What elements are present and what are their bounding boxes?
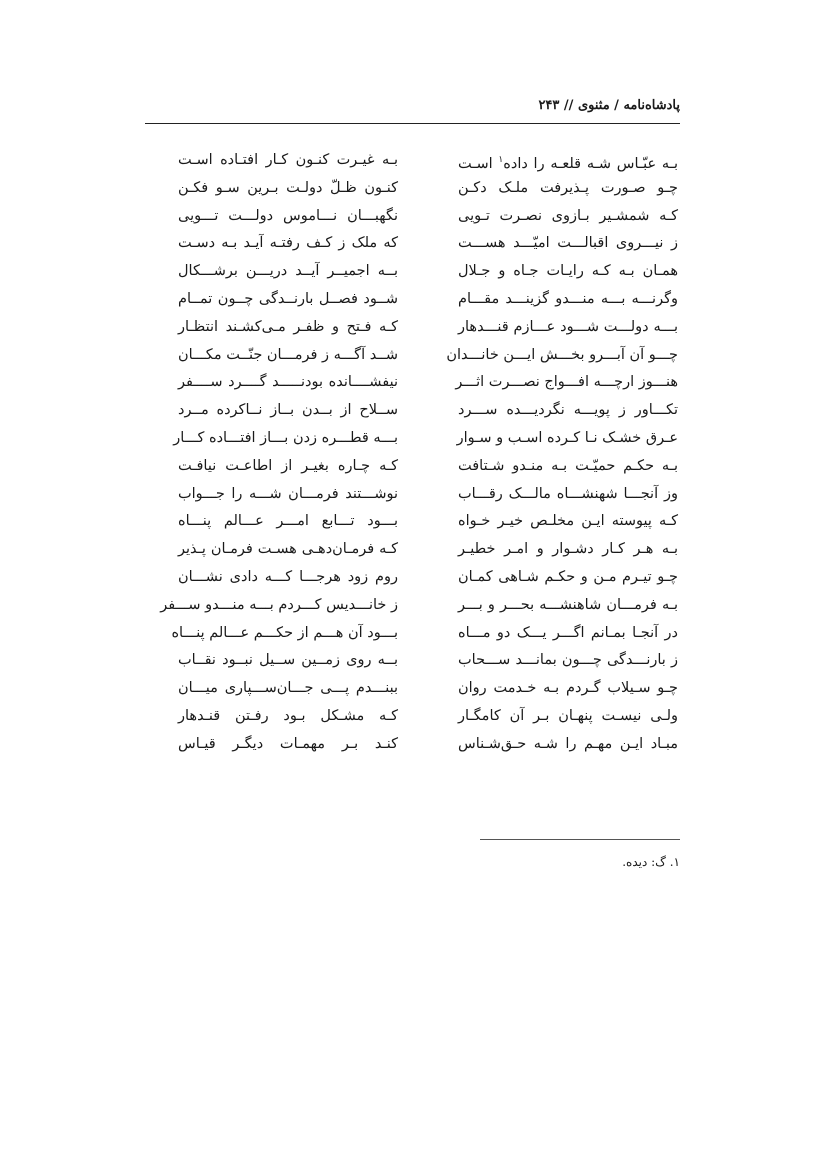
hemistich-text: ز بارنـــدگی چـــون بمانـــد ســـحاب bbox=[458, 652, 678, 669]
hemistich-text: چـو صـورت پـذیرفت ملـک دکـن bbox=[458, 179, 678, 196]
second-hemistich: بـه غیـرت کنـون کـار افتـاده اسـت bbox=[178, 152, 398, 168]
first-hemistich bbox=[458, 259, 678, 283]
first-hemistich bbox=[455, 370, 678, 394]
couplet bbox=[178, 204, 678, 232]
couplet bbox=[178, 704, 678, 732]
hemistich-text: ولـی نیسـت پنهـان بـر آن کامگـار bbox=[458, 707, 678, 724]
couplet bbox=[178, 648, 678, 676]
couplet bbox=[178, 287, 678, 315]
second-hemistich: شــد آگـــه ز فرمـــان جنّــت مکـــان bbox=[178, 346, 398, 363]
first-hemistich bbox=[458, 732, 678, 756]
hemistich-text: چـو سـیلاب گـردم بـه خـدمت روان bbox=[458, 680, 678, 697]
couplet bbox=[178, 454, 678, 482]
couplet bbox=[178, 537, 678, 565]
first-hemistich bbox=[458, 704, 678, 728]
first-hemistich bbox=[458, 398, 678, 422]
hemistich-text: هنـــوز ارچـــه افـــواج نصـــرت اثـــر bbox=[455, 374, 678, 391]
couplet bbox=[178, 565, 678, 593]
hemistich-text: عـرق خشـک نـا کـرده اسـب و سـوار bbox=[456, 429, 678, 446]
second-hemistich: بــه اجمیــر آیــد دریـــن برشـــکال bbox=[178, 263, 398, 280]
first-hemistich bbox=[458, 482, 678, 506]
second-hemistich: ســلاح از بــدن بــاز نــاکرده مــرد bbox=[178, 402, 398, 419]
couplet bbox=[178, 370, 678, 398]
second-hemistich: کنـد بـر مهمـات دیگـر قیـاس bbox=[178, 735, 398, 752]
second-hemistich: روم زود هرجـــا کـــه دادی نشـــان bbox=[178, 568, 398, 585]
hemistich-text: در آنجـا بمـانم اگـــر یـــک دو مـــاه bbox=[458, 624, 678, 641]
couplet bbox=[178, 231, 678, 259]
couplet bbox=[178, 676, 678, 704]
hemistich-text: چـو تیـرم مـن و حکـم شـاهی کمـان bbox=[458, 568, 678, 585]
first-hemistich bbox=[458, 593, 678, 617]
couplet bbox=[178, 732, 678, 760]
couplet bbox=[178, 315, 678, 343]
hemistich-text: بـــه دولـــت شـــود عـــازم قنـــدهار bbox=[458, 318, 678, 335]
second-hemistich: که ملک ز کـف رفتـه آیـد بـه دسـت bbox=[178, 235, 398, 252]
first-hemistich bbox=[458, 426, 678, 450]
second-hemistich: کـه چـاره بغیـر از اطاعـت نیافـت bbox=[178, 457, 398, 474]
first-hemistich bbox=[458, 315, 678, 339]
couplet bbox=[178, 176, 678, 204]
second-hemistich: بـــه قطـــره زدن بـــاز افتـــاده کـــار bbox=[173, 429, 398, 446]
first-hemistich bbox=[458, 509, 678, 533]
second-hemistich: نوشـــتند فرمـــان شـــه را جـــواب bbox=[178, 485, 398, 502]
second-hemistich: نگهبـــان نـــاموس دولـــت تـــویی bbox=[178, 207, 398, 224]
verse-block bbox=[160, 148, 678, 760]
hemistich-text: بـه عبّـاس شـه قلعـه را داده bbox=[503, 155, 678, 172]
couplet bbox=[178, 482, 678, 510]
second-hemistich: کـه فـتح و ظفـر مـی‌کشـند انتظـار bbox=[178, 318, 398, 335]
hemistich-text: بـه هـر کـار دشـوار و امـر خطیـر bbox=[458, 541, 678, 558]
couplet bbox=[178, 398, 678, 426]
couplet bbox=[160, 593, 678, 621]
second-hemistich: کـه فرمـان‌دهـی هسـت فرمـان پـذیر bbox=[178, 541, 398, 558]
footnote-rule bbox=[480, 839, 680, 840]
hemistich-text-end: اسـت bbox=[458, 155, 499, 172]
hemistich-text: چـــو آن آبـــرو بخـــش ایـــن خانـــدان bbox=[446, 346, 678, 363]
hemistich-text: همـان بـه کـه رایـات جـاه و جـلال bbox=[458, 263, 678, 280]
couplet bbox=[171, 621, 678, 649]
hemistich-text: مبـاد ایـن مهـم را شـه حـق‌شـناس bbox=[458, 735, 678, 752]
page-header bbox=[145, 96, 680, 124]
footnote: ۱. گ: دیده. bbox=[622, 855, 680, 869]
hemistich-text: وز آنجـــا شهنشـــاه مالـــک رقـــاب bbox=[458, 485, 678, 502]
couplet bbox=[178, 148, 678, 176]
header-rule bbox=[145, 123, 680, 124]
couplet bbox=[178, 259, 678, 287]
first-hemistich bbox=[458, 204, 678, 228]
hemistich-text: کـه شمشـیر بـازوی نصـرت تـویی bbox=[458, 207, 678, 224]
first-hemistich bbox=[458, 287, 678, 311]
hemistich-text: کـه پیوسته ایـن مخلـص خیـر خـواه bbox=[458, 513, 678, 530]
couplet bbox=[178, 509, 678, 537]
first-hemistich bbox=[458, 565, 678, 589]
first-hemistich bbox=[458, 648, 678, 672]
second-hemistich: ببنـــدم پـــی جـــان‌ســـپاری میـــان bbox=[178, 680, 398, 697]
second-hemistich: کنـون ظـلّ دولـت بـرین سـو فکـن bbox=[178, 179, 398, 196]
second-hemistich: بــه روی زمــین ســیل نبــود نقــاب bbox=[178, 652, 398, 669]
second-hemistich: کـه مشـکل بـود رفـتن قنـدهار bbox=[178, 707, 398, 724]
first-hemistich bbox=[458, 454, 678, 478]
second-hemistich: بـــود تـــابع امـــر عـــالم پنـــاه bbox=[178, 513, 398, 530]
first-hemistich bbox=[458, 676, 678, 700]
second-hemistich: نیفشــــانده بودنـــــد گــــرد ســــفر bbox=[178, 374, 398, 391]
first-hemistich bbox=[446, 343, 678, 367]
footnote-mark: ۱ bbox=[498, 155, 504, 165]
hemistich-text: بـه حکـم حمیّـت بـه منـدو شـتافت bbox=[458, 457, 678, 474]
hemistich-text: تکـــاور ز پویـــه نگردیـــده ســـرد bbox=[458, 402, 678, 419]
hemistich-text: بـه فرمـــان شاهنشـــه بحـــر و بـــر bbox=[458, 596, 678, 613]
second-hemistich: شــود فصــل بارنــدگی چــون تمــام bbox=[178, 290, 398, 307]
second-hemistich: ز خانـــدیس کـــردم بـــه منـــدو ســـفر bbox=[160, 596, 398, 613]
hemistich-text: وگرنـــه بـــه منـــدو گزینـــد مقـــام bbox=[458, 290, 678, 307]
running-head: پادشاه‌نامه / مثنوی // ۲۴۳ bbox=[538, 98, 680, 113]
first-hemistich bbox=[458, 176, 678, 200]
hemistich-text: ز نیـــروی اقبالـــت امیّـــد هســـت bbox=[458, 235, 678, 252]
first-hemistich bbox=[458, 621, 678, 645]
second-hemistich: بـــود آن هـــم از حکـــم عـــالم پنـــاه bbox=[171, 624, 398, 641]
first-hemistich bbox=[458, 537, 678, 561]
first-hemistich bbox=[458, 148, 678, 176]
couplet bbox=[173, 426, 678, 454]
couplet bbox=[178, 343, 678, 371]
first-hemistich bbox=[458, 231, 678, 255]
